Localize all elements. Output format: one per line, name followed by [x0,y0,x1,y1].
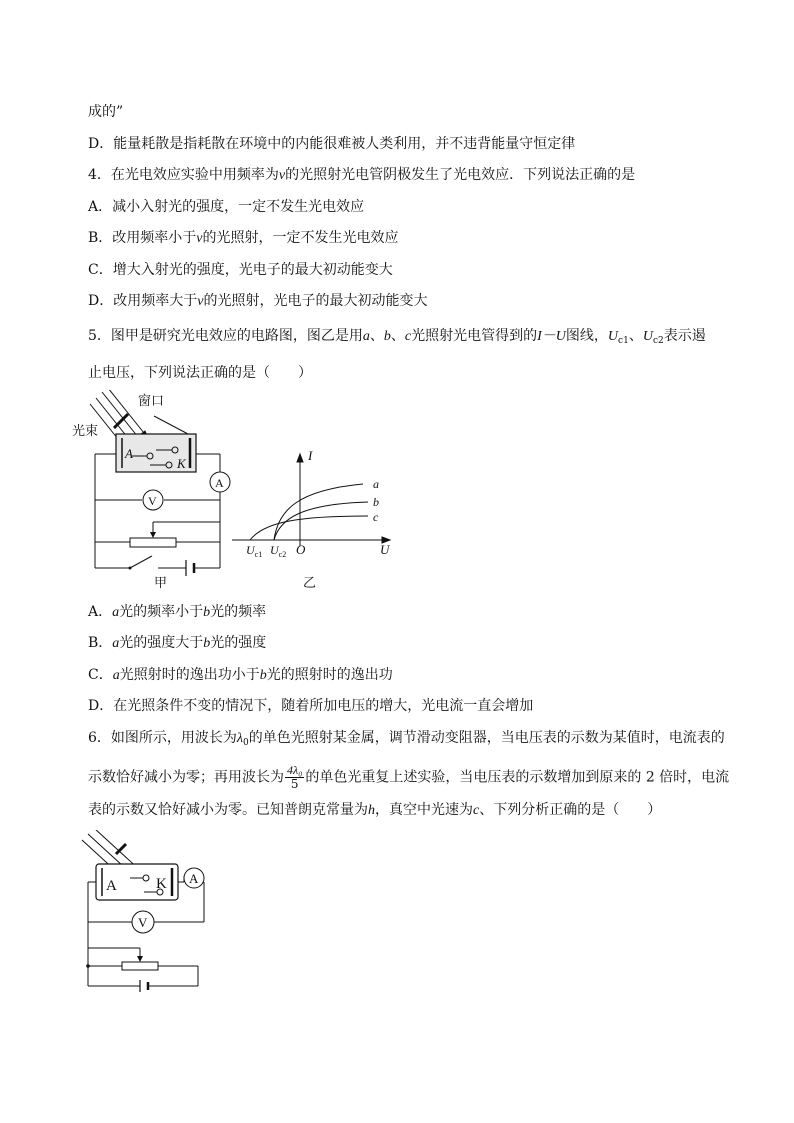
i-axis-label: I [308,450,313,463]
rheostat [130,538,176,547]
q4-option-c: C．增大入射光的强度，光电子的最大初动能变大 [88,262,393,278]
window-label: 窗口 [138,394,165,409]
ammeter-label: A [215,476,224,490]
rheostat-q6 [122,962,158,970]
figure-caption-jia: 甲 [154,576,168,590]
circuit-diagram-q6 [74,830,224,1000]
curve-c-label: c [373,510,379,524]
circuit-diagram-jia [70,390,245,590]
q5-option-a: A．a光的频率小于b光的频率 [88,604,267,620]
curve-a [274,484,363,540]
curve-b-label: b [373,495,379,509]
light-beam-label: 光束 [72,424,99,439]
q3-option-d: D．能量耗散是指耗散在环境中的内能很难被人类利用，并不违背能量守恒定律 [88,136,576,152]
curve-a-label: a [373,477,379,491]
uc2-label: $U_{c2}$ [270,543,287,559]
anode-label: A [125,446,133,461]
question-5-stem: 5．图甲是研究光电效应的电路图，图乙是用a、b、c光照射光电管得到的I－U图线，$U_{c1}$、$U_{c2}$表示遏 [88,328,706,346]
q4-option-b: B．改用频率小于ν的光照射，一定不发生光电效应 [88,230,399,246]
voltmeter-label: V [148,494,157,508]
q4-option-a: A．减小入射光的强度，一定不发生光电效应 [88,199,365,215]
anode-label-q6: A [106,878,117,894]
iu-graph-yi [228,450,398,590]
question-5-stem-line2: 止电压，下列说法正确的是（ ） [88,365,312,381]
ammeter-label-q6: A [189,871,199,886]
question-6-stem: 6．如图所示，用波长为$\lambda_0$的单色光照射某金属，调节滑动变阻器，当电压表的示数为某值时，电流表的 [88,730,725,748]
question-6-stem-line2: 示数恰好减小为零；再用波长为 $\frac{\text{4λ₀}}{5}$ 的单色光重复上述实验，当电压表的示数增加到原来的 2 倍时，电流 [88,763,730,791]
i-axis-arrow [297,454,303,462]
text-line-continuation: 成的” [88,104,124,120]
cathode-label-q6: K [156,876,167,892]
voltmeter-label-q6: V [138,915,148,930]
u-axis-label: U [380,542,390,557]
origin-label: O [296,542,306,557]
q5-option-c: C．a光照射时的逸出功小于b光的照射时的逸出功 [88,667,393,683]
uc1-label: $U_{c1}$ [246,543,263,559]
q5-option-d: D．在光照条件不变的情况下，随着所加电压的增大，光电流一直会增加 [88,698,534,714]
question-4-stem: 4．在光电效应实验中用频率为ν的光照射光电管阴极发生了光电效应．下列说法正确的是 [88,167,636,183]
question-6-stem-line3: 表的示数又恰好减小为零。已知普朗克常量为h，真空中光速为c、下列分析正确的是（ ） [88,802,662,818]
q4-option-d: D．改用频率大于ν的光照射，光电子的最大初动能变大 [88,293,428,309]
figure-caption-yi: 乙 [303,576,317,590]
curve-c [250,516,368,540]
cathode-label: K [177,456,186,471]
q5-option-b: B．a光的强度大于b光的强度 [88,635,267,651]
fraction-4lambda0-over-5: $\frac{\text{4λ₀}}{5}$ [287,763,303,791]
